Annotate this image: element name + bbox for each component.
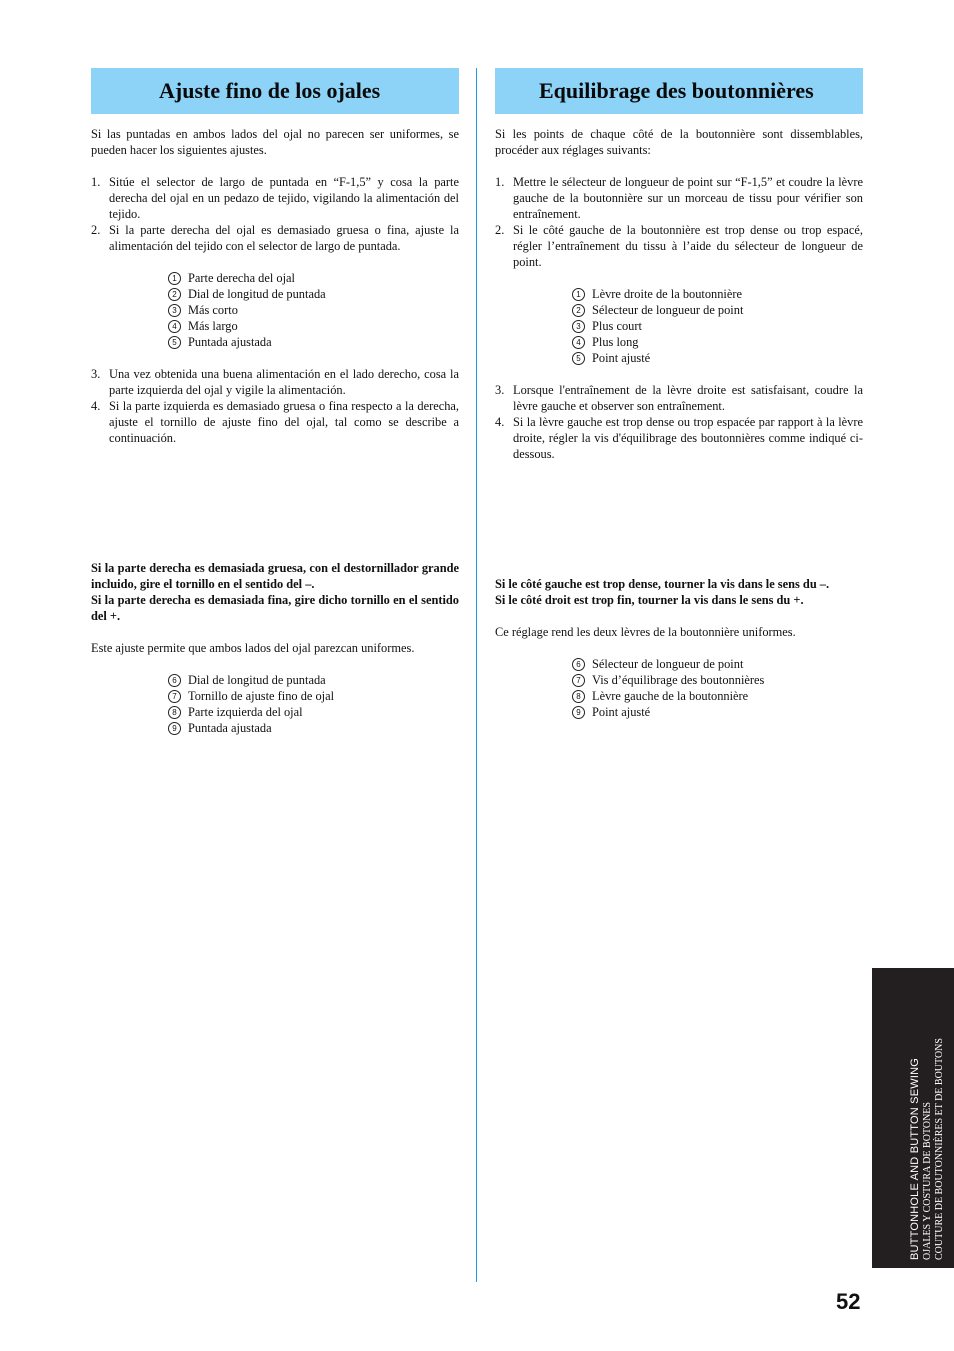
legend-item: 1 Parte derecha del ojal (168, 270, 459, 286)
legend-fr-b (572, 656, 863, 720)
legend-item: 3 Plus court (572, 318, 863, 334)
legend-item: 6 Dial de longitud de puntada (168, 672, 459, 688)
step-item: 2. Si le côté gauche de la boutonnière est trop dense ou trop espacé, régler l’entraînement du tissu à l’aide du sélecteur de longueur de point. (495, 223, 863, 269)
circled-number-icon: 1 (572, 288, 585, 301)
legend-item: 7 Vis d’équilibrage des boutonnières (572, 672, 863, 688)
bold-instructions-es: Si la parte derecha es demasiada gruesa, con el destornillador grande incluido, gire el tornillo en el sentido del –. Si la parte derecha es demasiada fina, gire dicho tornillo en el sentido del +. (91, 561, 459, 623)
spanish-column (91, 68, 459, 736)
circled-number-icon: 8 (168, 706, 181, 719)
legend-item: 9 Puntada ajustada (168, 720, 459, 736)
legend-item: 9 Point ajusté (572, 704, 863, 720)
step-item: 4. Si la parte izquierda es demasiado gruesa o fina respecto a la derecha, ajuste el tornillo de ajuste fino del ojal, tal como se describe a continuación. (91, 399, 459, 445)
steps-list-es-b (91, 366, 459, 446)
circled-number-icon: 5 (168, 336, 181, 349)
step-item: 1. Mettre le sélecteur de longueur de point sur “F-1,5” et coudre la lèvre gauche de la boutonnière sur un morceau de tissu pour vérifier son entraînement. (495, 175, 863, 221)
legend-item: 8 Parte izquierda del ojal (168, 704, 459, 720)
chapter-side-tab (872, 968, 954, 1268)
intro-es: Si las puntadas en ambos lados del ojal no parecen ser uniformes, se pueden hacer los siguientes ajustes. (91, 127, 459, 157)
step-item: 2. Si la parte derecha del ojal es demasiado gruesa o fina, ajuste la alimentación del tejido con el selector de largo de puntada. (91, 223, 459, 253)
steps-list-es-a (91, 174, 459, 254)
section-title-fr: Equilibrage des boutonnières (495, 68, 863, 114)
legend-item: 1 Lèvre droite de la boutonnière (572, 286, 863, 302)
note-fr: Ce réglage rend les deux lèvres de la boutonnière uniformes. (495, 625, 796, 639)
legend-es-a (168, 270, 459, 350)
circled-number-icon: 6 (572, 658, 585, 671)
circled-number-icon: 7 (168, 690, 181, 703)
legend-item: 6 Sélecteur de longueur de point (572, 656, 863, 672)
circled-number-icon: 2 (572, 304, 585, 317)
intro-fr: Si les points de chaque côté de la boutonnière sont dissemblables, procéder aux réglages suivants: (495, 127, 863, 157)
circled-number-icon: 9 (572, 706, 585, 719)
steps-list-fr-b (495, 382, 863, 462)
circled-number-icon: 4 (168, 320, 181, 333)
circled-number-icon: 3 (572, 320, 585, 333)
page-number: 52 (836, 1289, 861, 1314)
legend-item: 4 Más largo (168, 318, 459, 334)
legend-item: 2 Sélecteur de longueur de point (572, 302, 863, 318)
steps-list-fr-a (495, 174, 863, 270)
circled-number-icon: 2 (168, 288, 181, 301)
note-es: Este ajuste permite que ambos lados del ojal parezcan uniformes. (91, 641, 415, 655)
legend-item: 5 Point ajusté (572, 350, 863, 366)
step-item: 3. Lorsque l'entraînement de la lèvre droite est satisfaisant, coudre la lèvre gauche et observer son entraînement. (495, 383, 863, 413)
circled-number-icon: 8 (572, 690, 585, 703)
column-divider (476, 68, 477, 1282)
legend-item: 4 Plus long (572, 334, 863, 350)
french-column (495, 68, 863, 720)
bold-instructions-fr: Si le côté gauche est trop dense, tourner la vis dans le sens du –. Si le côté droit est trop fin, tourner la vis dans le sens du +. (495, 577, 830, 607)
legend-es-b (168, 672, 459, 736)
legend-fr-a (572, 286, 863, 366)
legend-item: 2 Dial de longitud de puntada (168, 286, 459, 302)
legend-item: 8 Lèvre gauche de la boutonnière (572, 688, 863, 704)
circled-number-icon: 1 (168, 272, 181, 285)
legend-item: 5 Puntada ajustada (168, 334, 459, 350)
chapter-side-tab-text: BUTTONHOLE AND BUTTON SEWING OJALES Y COSTURA DE BOTONES COUTURE DE BOUTONNIÈRES ET DE BOUTONS (909, 1038, 945, 1260)
step-item: 3. Una vez obtenida una buena alimentación en el lado derecho, cosa la parte izquierda del ojal y vigile la alimentación. (91, 367, 459, 397)
circled-number-icon: 3 (168, 304, 181, 317)
legend-item: 3 Más corto (168, 302, 459, 318)
step-item: 4. Si la lèvre gauche est trop dense ou trop espacée par rapport à la lèvre droite, régler la vis d'équilibrage des boutonnières comme indiqué ci-dessous. (495, 415, 863, 461)
circled-number-icon: 9 (168, 722, 181, 735)
circled-number-icon: 6 (168, 674, 181, 687)
legend-item: 7 Tornillo de ajuste fino de ojal (168, 688, 459, 704)
circled-number-icon: 4 (572, 336, 585, 349)
step-item: 1. Sitúe el selector de largo de puntada en “F-1,5” y cosa la parte derecha del ojal en un pedazo de tejido, vigilando la alimentación del tejido. (91, 175, 459, 221)
circled-number-icon: 7 (572, 674, 585, 687)
section-title-es: Ajuste fino de los ojales (91, 68, 459, 114)
circled-number-icon: 5 (572, 352, 585, 365)
